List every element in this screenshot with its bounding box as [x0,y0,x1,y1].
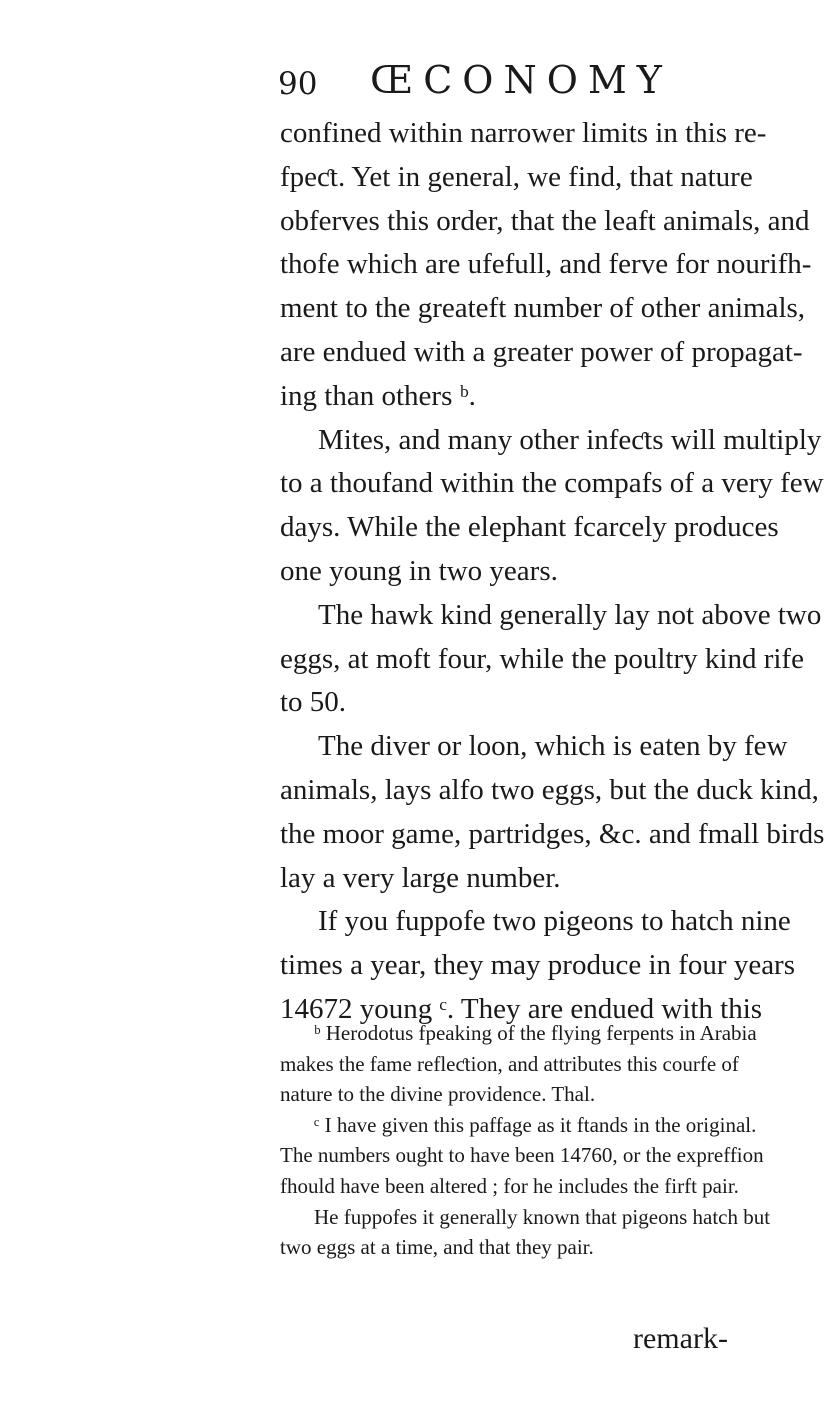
text-line: are endued with a greater power of propagat- [280,335,803,368]
text-line: obferves this order, that the leaft animals, and [280,204,810,237]
footnote-line: The numbers ought to have been 14760, or the expreffion [280,1143,764,1168]
text-line: 14672 young ᶜ. They are endued with this [280,992,763,1025]
footnote-line: nature to the divine providence. Thal. [280,1082,596,1107]
catchword: remark- [633,1322,728,1355]
text-line: confined within narrower limits in this re- [280,117,767,149]
text-line: times a year, they may produce in four years [280,949,796,982]
footnote-line: He fuppofes it generally known that pigeons hatch but [314,1204,771,1229]
text-line: If you fuppofe two pigeons to hatch nine [318,905,791,938]
text-line: thofe which are ufefull, and ferve for nourifh- [280,248,812,281]
page-number: 90 [278,66,318,102]
text-line: Mites, and many other infeƈts will multiply [318,423,822,456]
footnote-line: two eggs at a time, and that they pair. [280,1235,594,1260]
text-line: fpeƈt. Yet in general, we find, that nature [280,160,753,193]
text-line: lay a very large number. [280,861,561,894]
text-line: to a thoufand within the compafs of a very few [280,467,824,500]
body-text [280,112,824,1032]
text-line: ing than others ᵇ. [280,379,476,412]
text-line: animals, lays alfo two eggs, but the duck kind, [280,773,819,806]
footnotes [280,1018,771,1263]
footnote-line: ᶜ I have given this paffage as it ftands in the original. [314,1112,757,1137]
text-line: ment to the greateft number of other animals, [280,292,806,325]
text-line: The hawk kind generally lay not above two [318,598,822,631]
footnote-line: ᵇ Herodotus fpeaking of the flying ferpents in Arabia [314,1021,757,1045]
text-line: The diver or loon, which is eaten by few [318,730,788,763]
text-line: the moor game, partridges, &c. and fmall birds [280,817,824,850]
text-line: to 50. [280,686,347,719]
text-line: eggs, at moft four, while the poultry kind rife [280,642,804,675]
text-line: days. While the elephant fcarcely produces [280,511,779,544]
running-title: ŒCONOMY [370,58,672,102]
footnote-line: fhould have been altered ; for he includes the firft pair. [280,1173,739,1198]
page-header [278,58,758,108]
text-line: one young in two years. [280,554,558,587]
footnote-line: makes the fame refleƈtion, and attributes this courfe of [280,1051,739,1076]
